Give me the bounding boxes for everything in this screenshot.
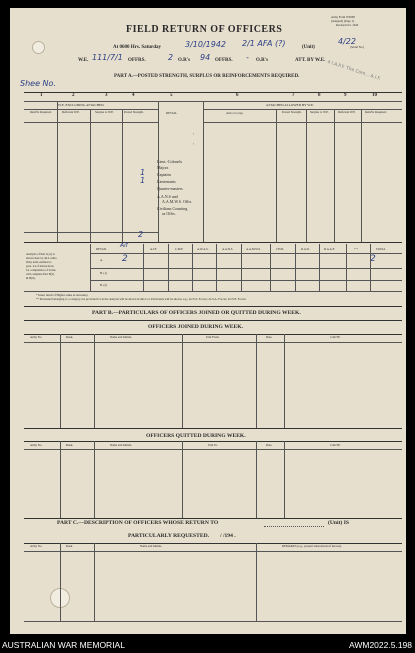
rule	[216, 244, 217, 291]
rule	[264, 526, 324, 527]
rule	[361, 109, 362, 242]
col-num-7: 7	[292, 93, 295, 98]
rule	[182, 441, 183, 518]
rule	[295, 244, 296, 291]
we-label: W.E.	[78, 58, 89, 63]
c-hdr-army: Army No.	[30, 544, 43, 548]
an-hdr-aamws: A.A.M.W.S.	[246, 247, 261, 251]
quit-hdr-cause: CAUSE.	[330, 443, 341, 447]
analysis-note-5: will complete Part B(1)	[26, 272, 55, 276]
att-label: ATT. BY W.E.	[295, 58, 326, 63]
hdr-posted-1: Posted Strength.	[124, 110, 144, 114]
hand-unit: 2/1 AFA (?)	[242, 39, 286, 48]
joined-hdr-name: Name and Initials.	[110, 335, 133, 339]
offrs-label-2: OFFRS.	[215, 58, 233, 63]
rank-aamws: A.A.M.W.S. Offrs	[162, 199, 192, 204]
analysis-note-6: & B(ii).	[26, 276, 36, 280]
an-row-a: A.	[100, 258, 103, 262]
an-hdr-raaf: R.A.A.F.	[324, 247, 335, 251]
col-num-1: 1	[40, 93, 43, 98]
hdr-detail: DETAIL.	[166, 111, 178, 115]
rule	[203, 122, 402, 123]
part-c-requested: PARTICULARLY REQUESTED.	[128, 533, 210, 539]
an-hdr-aif: A.I.F.	[150, 247, 157, 251]
rule	[90, 253, 402, 254]
hdr-deficient-1: Deficient W.E.	[62, 110, 80, 114]
rule	[24, 101, 402, 102]
rule	[24, 428, 402, 429]
rule	[90, 109, 91, 242]
rule	[24, 342, 402, 343]
an-hdr-awas: A.W.A.S.	[197, 247, 209, 251]
rule	[241, 244, 242, 291]
joined-hdr-unit: Unit From.	[206, 335, 220, 339]
col-num-5: 5	[170, 93, 173, 98]
rank-as-offrs: as Offrs.	[162, 211, 176, 216]
hand-an-total: 2	[370, 254, 376, 264]
col-num-6: 6	[236, 93, 239, 98]
hand-offrs: 2	[168, 53, 174, 62]
an-hdr-total: TOTAL	[376, 247, 386, 251]
rank-majors: Majors	[157, 165, 169, 170]
rule	[60, 441, 61, 518]
analysis-note-3: para. 24 of instructions	[26, 264, 54, 268]
col-num-3: 3	[105, 93, 108, 98]
part-c-title: PART C.—DESCRIPTION OF OFFICERS WHOSE RETURN TO	[57, 520, 219, 526]
form-id-line-1: Army Form W3008	[331, 15, 355, 19]
rule	[203, 101, 204, 242]
hdr-reinf-1: Reinf'ts Required.	[30, 110, 52, 114]
dot: •	[193, 142, 195, 146]
rule	[24, 441, 402, 442]
form-page	[10, 8, 406, 634]
quit-hdr-army: Army No.	[30, 443, 43, 447]
part-c-unit-is: (Unit) IS	[328, 520, 349, 526]
dot: •	[193, 132, 195, 136]
footnote-2: ** Personnel belonging to a category not provided for in the analysis will be shown in this Col. Particulars will be shown, e.g., 2n N.Z. Forces; 2n S.A. Forces; 2n N.E. Forces	[36, 297, 246, 301]
rule	[57, 101, 58, 242]
rule	[90, 280, 402, 281]
quit-hdr-rank: Rank.	[66, 443, 74, 447]
rule	[122, 109, 123, 242]
col-num-9: 9	[344, 93, 347, 98]
attached-allowed-header: ATTACHED ALLOWED BY W.E.	[266, 103, 314, 107]
hours-prefix: At 0600 Hrs. Saturday	[113, 45, 162, 50]
hand-detail: Aif	[120, 242, 128, 249]
hdr-surplus-1: Surplus to W.E.	[95, 110, 114, 114]
an-hdr-cmf: C.M.F.	[175, 247, 184, 251]
part-c-date: / /194 .	[220, 533, 236, 539]
rank-captains: Captains	[157, 172, 171, 177]
rule	[319, 244, 320, 291]
hdr-arm-corps: Arm or Corps.	[226, 111, 244, 115]
col-num-10: 10	[372, 93, 377, 98]
rule	[306, 109, 307, 242]
rule	[90, 244, 91, 291]
hand-serial: 4/22	[338, 37, 356, 46]
rule	[182, 334, 183, 428]
rule	[284, 441, 285, 518]
rule	[346, 244, 347, 291]
form-title: FIELD RETURN OF OFFICERS	[126, 24, 283, 35]
rule	[24, 242, 402, 243]
an-hdr-aans: A.A.N.S.	[222, 247, 234, 251]
joined-hdr-army: Army No.	[30, 335, 43, 339]
form-id-line-2: (Adapted) (Page 1)	[331, 19, 354, 23]
c-hdr-rank: Rank	[66, 544, 73, 548]
ors-label: O.R's	[178, 58, 191, 63]
rule	[270, 244, 271, 291]
hand-we: 111/7/1	[92, 53, 123, 62]
punch-hole-top	[32, 41, 45, 54]
rank-lieut-col: Lieut.-Colonels	[157, 159, 182, 164]
rule	[94, 334, 95, 428]
c-hdr-remarks: REMARKS (e.g., present whereabouts if known).	[282, 544, 342, 548]
quit-hdr-name: Name and Initials.	[110, 443, 133, 447]
an-row-b1: B. (1)	[100, 271, 107, 275]
hand-posted-total: 2	[138, 230, 144, 239]
rule	[24, 291, 402, 292]
col-num-8: 8	[318, 93, 321, 98]
form-id-line-3: Revised Oct. 1940	[336, 23, 359, 27]
rule	[24, 449, 402, 450]
footer-catalog-id: AWM2022.5.198	[349, 640, 412, 650]
analysis-note-1: shown here by ALL units.	[26, 256, 58, 260]
hdr-surplus-2: Surplus to W.E.	[310, 110, 329, 114]
rank-lieutenants: Lieutenants	[157, 179, 176, 184]
hdr-deficient-2: Deficient W.E.	[338, 110, 356, 114]
we-excluding-header: W.E. EXCLUDING ATTACHED.	[58, 103, 105, 107]
quitted-title: OFFICERS QUITTED DURING WEEK.	[146, 433, 246, 439]
rule	[24, 621, 402, 622]
rule	[60, 543, 61, 621]
offrs-label: OFFRS.	[128, 58, 146, 63]
rule	[370, 244, 371, 291]
rule	[60, 334, 61, 428]
rule	[256, 543, 257, 621]
part-a-title: PART A.—POSTED STRENGTH, SURPLUS OR REINFORCEMENTS REQUIRED.	[114, 74, 300, 79]
rank-qm: Quarter-masters	[157, 186, 183, 191]
an-hdr-civil: CIVIL	[276, 247, 284, 251]
ors-label-2: O.R's	[256, 58, 269, 63]
analysis-note-4: for compilation of forms	[26, 268, 56, 272]
footer-credit: AUSTRALIAN WAR MEMORIAL	[2, 640, 125, 650]
rule	[24, 551, 402, 552]
rule	[24, 320, 402, 321]
footnote-1: * Insert detail of Higher ranks as necessary.	[36, 293, 89, 297]
an-row-b2: B. (2)	[100, 283, 107, 287]
rank-civilians: Civilians Counting	[157, 206, 188, 211]
hand-date: 3/10/1942	[185, 40, 227, 49]
joined-title: OFFICERS JOINED DURING WEEK.	[148, 324, 244, 330]
rule	[168, 244, 169, 291]
unit-label: (Unit)	[302, 45, 315, 50]
analysis-note-2: Only units entitled to	[26, 260, 52, 264]
rule	[24, 543, 402, 544]
quit-hdr-unit: Unit To.	[208, 443, 218, 447]
hand-ors: 94	[200, 53, 211, 62]
rule	[94, 543, 95, 621]
rule	[24, 306, 402, 307]
rule	[284, 334, 285, 428]
col-num-2: 2	[72, 93, 75, 98]
rule	[192, 244, 193, 291]
an-hdr-ran: R.A.N.	[301, 247, 310, 251]
quit-hdr-date: Date.	[266, 443, 273, 447]
joined-hdr-cause: CAUSE.	[330, 335, 341, 339]
analysis-note-0: Analysis of Part A (a) to	[26, 252, 56, 256]
hand-ors-2: -	[246, 53, 249, 62]
rule	[24, 122, 158, 123]
an-hdr-other: * *	[354, 247, 358, 251]
hdr-posted-2: Posted Strength.	[282, 110, 302, 114]
hand-an-aif: 2	[122, 254, 128, 264]
serial-label: (Serial No.)	[350, 45, 365, 49]
joined-hdr-date: Date.	[266, 335, 273, 339]
an-hdr-detail: DETAIL	[96, 247, 107, 251]
part-b-title: PART B.—PARTICULARS OF OFFICERS JOINED OR QUITTED DURING WEEK.	[92, 310, 301, 316]
col-num-4: 4	[132, 93, 135, 98]
hand-lieutenants: 1	[140, 176, 146, 185]
footer-bar	[0, 638, 415, 653]
rule	[24, 518, 402, 519]
c-hdr-name: Name and Initials.	[140, 544, 163, 548]
rule	[334, 109, 335, 242]
hdr-reinf-2: Reinf'ts Required.	[365, 110, 387, 114]
rule	[143, 244, 144, 291]
pencil-note: 4 I.A.P.F. The Com... A.I.F.	[326, 60, 382, 83]
rule	[256, 334, 257, 428]
rank-aans: A.A.N.S and	[157, 194, 178, 199]
rule	[256, 441, 257, 518]
hand-captains: 1	[140, 168, 146, 177]
joined-hdr-rank: Rank.	[66, 335, 74, 339]
rule	[276, 109, 277, 242]
hand-sheet-no: Shee No.	[20, 79, 56, 88]
rule	[90, 268, 402, 269]
rule	[94, 441, 95, 518]
